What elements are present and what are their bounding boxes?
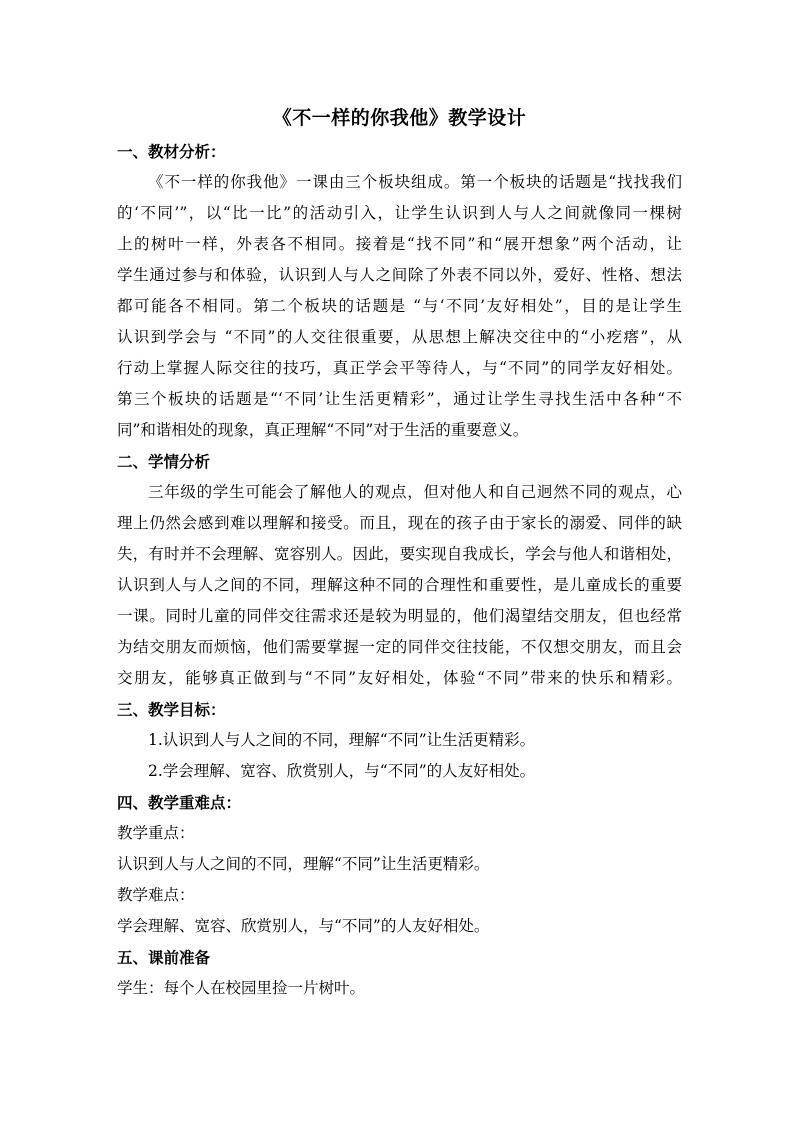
textbook-analysis-paragraph [117,167,682,446]
difficult-points-text: 学会理解、宽容、欣赏别人，与“不同”的人友好相处。 [117,917,490,935]
preparation-text: 学生：每个人在校园里捡一片树叶。 [117,979,366,997]
document-page [117,100,682,1004]
learner-analysis-paragraph [117,477,682,694]
document-title: 《不一样的你我他》教学设计 [272,107,527,129]
paragraph-line: 都可能各不相同。第二个板块的话题是 “与‘不同’友好相处”，目的是让学生 [117,297,682,315]
paragraph-line: 第三个板块的话题是“‘不同’让生活更精彩”，通过让学生寻找生活中各种“不 [117,390,682,408]
section-heading-teaching-objectives: 三、教学目标： [117,700,226,719]
paragraph-line: 同”和谐相处的现象，真正理解“不同”对于生活的重要意义。 [117,421,529,439]
objective-item: 1.认识到人与人之间的不同，理解“不同”让生活更精彩。 [148,731,536,749]
section-heading-preparation: 五、课前准备 [117,948,211,967]
paragraph-line: 认识到学会与 “不同”的人交往很重要，从思想上解决交往中的“小疙瘩”，从 [117,328,682,346]
key-points-label: 教学重点： [117,824,195,842]
section-heading-key-difficult-points: 四、教学重难点： [117,793,242,812]
section-heading-learner-analysis: 二、学情分析 [117,452,211,471]
paragraph-line: 失，有时并不会理解、宽容别人。因此，要实现自我成长，学会与他人和谐相处， [117,545,682,563]
paragraph-line: 认识到人与人之间的不同，理解这种不同的合理性和重要性，是儿童成长的重要 [117,576,682,594]
paragraph-line: 学生通过参与和体验，认识到人与人之间除了外表不同以外，爱好、性格、想法 [117,266,682,284]
paragraph-line: 交朋友，能够真正做到与“不同”友好相处，体验“不同”带来的快乐和精彩。 [117,669,682,687]
paragraph-line: 三年级的学生可能会了解他人的观点，但对他人和自己迥然不同的观点，心 [148,483,682,501]
key-points-text: 认识到人与人之间的不同，理解“不同”让生活更精彩。 [117,855,490,873]
objective-item: 2.学会理解、宽容、欣赏别人，与“不同”的人友好相处。 [148,762,536,780]
difficult-points-label: 教学难点： [117,886,195,904]
paragraph-line: 行动上掌握人际交往的技巧，真正学会平等待人，与“不同”的同学友好相处。 [117,359,682,377]
paragraph-line: 的‘不同’”，以“比一比”的活动引入，让学生认识到人与人之间就像同一棵树 [117,204,682,222]
paragraph-line: 《不一样的你我他》一课由三个板块组成。第一个板块的话题是“找找我们 [148,173,682,191]
paragraph-line: 理上仍然会感到难以理解和接受。而且，现在的孩子由于家长的溺爱、同伴的缺 [117,514,682,532]
section-heading-textbook-analysis: 一、教材分析： [117,142,226,161]
paragraph-line: 为结交朋友而烦恼，他们需要掌握一定的同伴交往技能，不仅想交朋友，而且会 [117,638,682,656]
paragraph-line: 一课。同时儿童的同伴交往需求还是较为明显的，他们渴望结交朋友，但也经常 [117,607,682,625]
paragraph-line: 上的树叶一样，外表各不相同。接着是“找不同”和“展开想象”两个活动，让 [117,235,682,253]
